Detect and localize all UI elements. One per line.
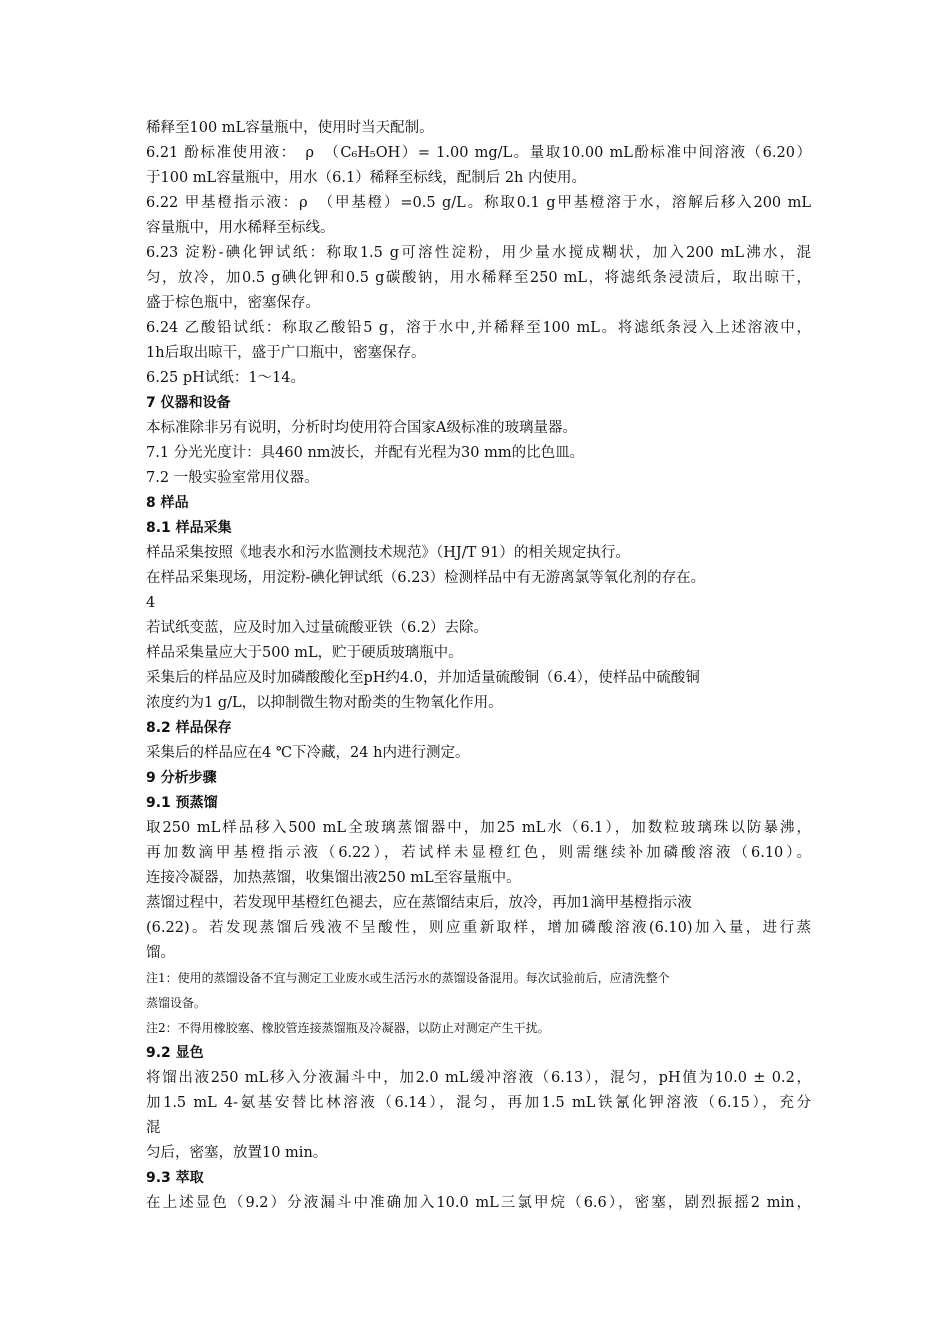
text-line: 样品采集量应大于500 mL，贮于硬质玻璃瓶中。 <box>146 645 463 661</box>
text-line: 盛于棕色瓶中，密塞保存。 <box>146 295 320 311</box>
text-line: 加1.5 mL 4-氨基安替比林溶液（6.14），混匀，再加1.5 mL铁氰化钾溶液（6.15），充分 <box>146 1095 811 1111</box>
text-line: 浓度约为1 g/L，以抑制微生物对酚类的生物氧化作用。 <box>146 695 503 711</box>
text-line: 6.25 pH试纸：1～14。 <box>146 370 305 386</box>
text-line: 取250 mL样品移入500 mL全玻璃蒸馏器中，加25 mL水（6.1），加数粒玻璃珠以防暴沸， <box>146 820 811 836</box>
text-line: 匀后，密塞，放置10 min。 <box>146 1145 328 1161</box>
text-line: 本标准除非另有说明，分析时均使用符合国家A级标准的玻璃量器。 <box>146 420 577 436</box>
text-line: (6.22)。若发现蒸馏后残液不呈酸性，则应重新取样，增加磷酸溶液(6.10)加入量，进行蒸 <box>146 920 811 936</box>
section-heading: 8.2 样品保存 <box>146 720 232 736</box>
text-line: 若试纸变蓝，应及时加入过量硫酸亚铁（6.2）去除。 <box>146 620 489 636</box>
text-line: 再加数滴甲基橙指示液（6.22），若试样未显橙红色，则需继续补加磷酸溶液（6.10）。 <box>146 845 811 861</box>
text-line: 采集后的样品应在4 ℃下冷藏，24 h内进行测定。 <box>146 745 470 761</box>
text-line: 样品采集按照《地表水和污水监测技术规范》（HJ/T 91）的相关规定执行。 <box>146 545 630 561</box>
text-line: 蒸馏过程中，若发现甲基橙红色褪去，应在蒸馏结束后，放冷，再加1滴甲基橙指示液 <box>146 895 692 911</box>
section-heading: 9.3 萃取 <box>146 1170 204 1186</box>
text-line: 连接冷凝器，加热蒸馏，收集馏出液250 mL至容量瓶中。 <box>146 870 521 886</box>
section-heading: 9.2 显色 <box>146 1045 204 1061</box>
note-line: 蒸馏设备。 <box>146 996 207 1010</box>
text-line: 稀释至100 mL容量瓶中，使用时当天配制。 <box>146 120 434 136</box>
section-heading: 8.1 样品采集 <box>146 520 232 536</box>
section-heading: 8 样品 <box>146 495 189 511</box>
text-line: 7.1 分光光度计：具460 nm波长，并配有光程为30 mm的比色皿。 <box>146 445 585 461</box>
text-line: 在样品采集现场，用淀粉-碘化钾试纸（6.23）检测样品中有无游离氯等氧化剂的存在。 <box>146 570 706 586</box>
text-line: 采集后的样品应及时加磷酸酸化至pH约4.0，并加适量硫酸铜（6.4），使样品中硫酸铜 <box>146 670 700 686</box>
text-line: 6.24 乙酸铅试纸：称取乙酸铅5 g，溶于水中,并稀释至100 mL。将滤纸条浸入上述溶液中， <box>146 320 811 336</box>
text-line: 6.22 甲基橙指示液：ρ （甲基橙）=0.5 g/L。称取0.1 g甲基橙溶于水，溶解后移入200 mL <box>146 195 811 211</box>
text-line: 6.21 酚标准使用液： ρ （C₆H₅OH）= 1.00 mg/L。量取10.00 mL酚标准中间溶液（6.20） <box>146 145 811 161</box>
text-line: 1h后取出晾干，盛于广口瓶中，密塞保存。 <box>146 345 426 361</box>
text-line: 将馏出液250 mL移入分液漏斗中，加2.0 mL缓冲溶液（6.13），混匀，pH值为10.0 ± 0.2， <box>146 1070 811 1086</box>
section-heading: 9.1 预蒸馏 <box>146 795 218 811</box>
text-line: 6.23 淀粉-碘化钾试纸：称取1.5 g可溶性淀粉，用少量水搅成糊状，加入200 mL沸水，混 <box>146 245 811 261</box>
text-line: 容量瓶中，用水稀释至标线。 <box>146 220 335 236</box>
text-line: 4 <box>146 595 156 611</box>
text-line: 馏。 <box>146 945 175 961</box>
note-line: 注2：不得用橡胶塞、橡胶管连接蒸馏瓶及冷凝器，以防止对测定产生干扰。 <box>146 1021 550 1035</box>
text-line: 混 <box>146 1120 161 1136</box>
note-line: 注1：使用的蒸馏设备不宜与测定工业废水或生活污水的蒸馏设备混用。每次试验前后，应清洗整个 <box>146 971 670 985</box>
text-line: 7.2 一般实验室常用仪器。 <box>146 470 319 486</box>
section-heading: 7 仪器和设备 <box>146 395 231 411</box>
text-line: 匀，放冷，加0.5 g碘化钾和0.5 g碳酸钠，用水稀释至250 mL，将滤纸条浸渍后，取出晾干， <box>146 270 811 286</box>
section-heading: 9 分析步骤 <box>146 770 217 786</box>
text-line: 于100 mL容量瓶中，用水（6.1）稀释至标线，配制后 2h 内使用。 <box>146 170 587 186</box>
text-line: 在上述显色（9.2）分液漏斗中准确加入10.0 mL三氯甲烷（6.6），密塞，剧烈振摇2 min， <box>146 1195 811 1211</box>
